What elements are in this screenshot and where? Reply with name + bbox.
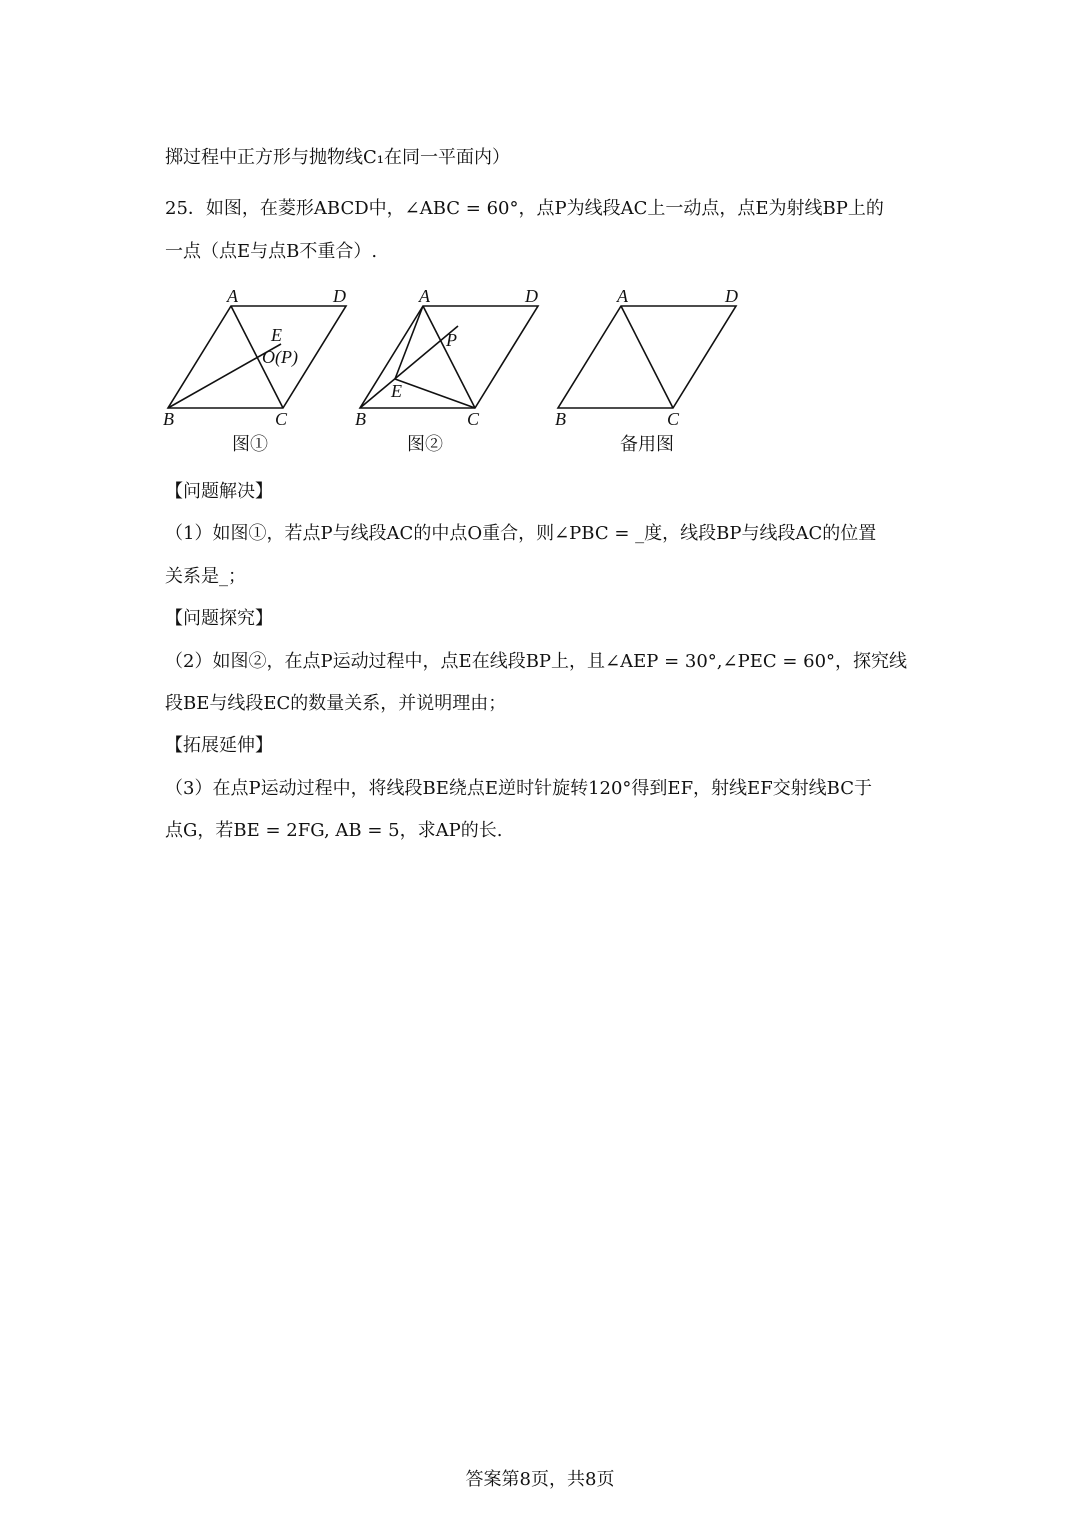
part-1-line-1: （1）如图①，若点P与线段AC的中点O重合，则∠PBC = _度，线段BP与线段AC的位置 bbox=[165, 523, 877, 544]
part-2-line-2: 段BE与线段EC的数量关系，并说明理由； bbox=[165, 693, 507, 714]
fig1-label-a: A bbox=[227, 286, 238, 306]
fig1-label-b: B bbox=[163, 409, 174, 429]
question-25-line-2: 一点（点E与点B不重合）. bbox=[165, 241, 378, 262]
fig1-label-e: E bbox=[271, 325, 282, 345]
section-extension: 【拓展延伸】 bbox=[165, 735, 273, 756]
fig3-label-d: D bbox=[725, 286, 738, 306]
figures-svg bbox=[155, 284, 755, 464]
fig2-label-p: P bbox=[446, 330, 457, 350]
fig2-label-a: A bbox=[419, 286, 430, 306]
fig3-label-a: A bbox=[617, 286, 628, 306]
fig2-label-d: D bbox=[525, 286, 538, 306]
fig2-label-e: E bbox=[391, 381, 402, 401]
fig2-caption: 图② bbox=[407, 434, 443, 455]
question-25-line-1: 25．如图，在菱形ABCD中，∠ABC = 60°，点P为线段AC上一动点，点E为射线BP上的 bbox=[165, 198, 884, 219]
part-3-line-2: 点G，若BE = 2FG, AB = 5，求AP的长. bbox=[165, 820, 503, 841]
fig3-label-b: B bbox=[555, 409, 566, 429]
fig3-diagonal-ac bbox=[621, 306, 673, 408]
fig2-segment-ae bbox=[395, 306, 423, 379]
fig1-label-c: C bbox=[275, 409, 288, 429]
part-3-line-1: （3）在点P运动过程中，将线段BE绕点E逆时针旋转120°得到EF，射线EF交射线BC于 bbox=[165, 778, 873, 799]
page-footer: 答案第8页，共8页 bbox=[465, 1469, 615, 1490]
fig2-label-b: B bbox=[355, 409, 366, 429]
figures bbox=[155, 284, 755, 464]
fig1-label-d: D bbox=[333, 286, 346, 306]
line-1: 掷过程中正方形与抛物线C₁在同一平面内） bbox=[165, 147, 510, 168]
section-problem-solving: 【问题解决】 bbox=[165, 481, 273, 502]
part-2-line-1: （2）如图②，在点P运动过程中，点E在线段BP上，且∠AEP = 30°,∠PEC = 60°，探究线 bbox=[165, 651, 908, 672]
fig1-label-o: O(P) bbox=[262, 347, 298, 367]
part-1-line-2: 关系是_； bbox=[165, 566, 246, 587]
fig1-caption: 图① bbox=[232, 434, 268, 455]
section-problem-inquiry: 【问题探究】 bbox=[165, 608, 273, 629]
fig3-label-c: C bbox=[667, 409, 680, 429]
fig3-caption: 备用图 bbox=[620, 434, 674, 455]
fig2-label-c: C bbox=[467, 409, 480, 429]
